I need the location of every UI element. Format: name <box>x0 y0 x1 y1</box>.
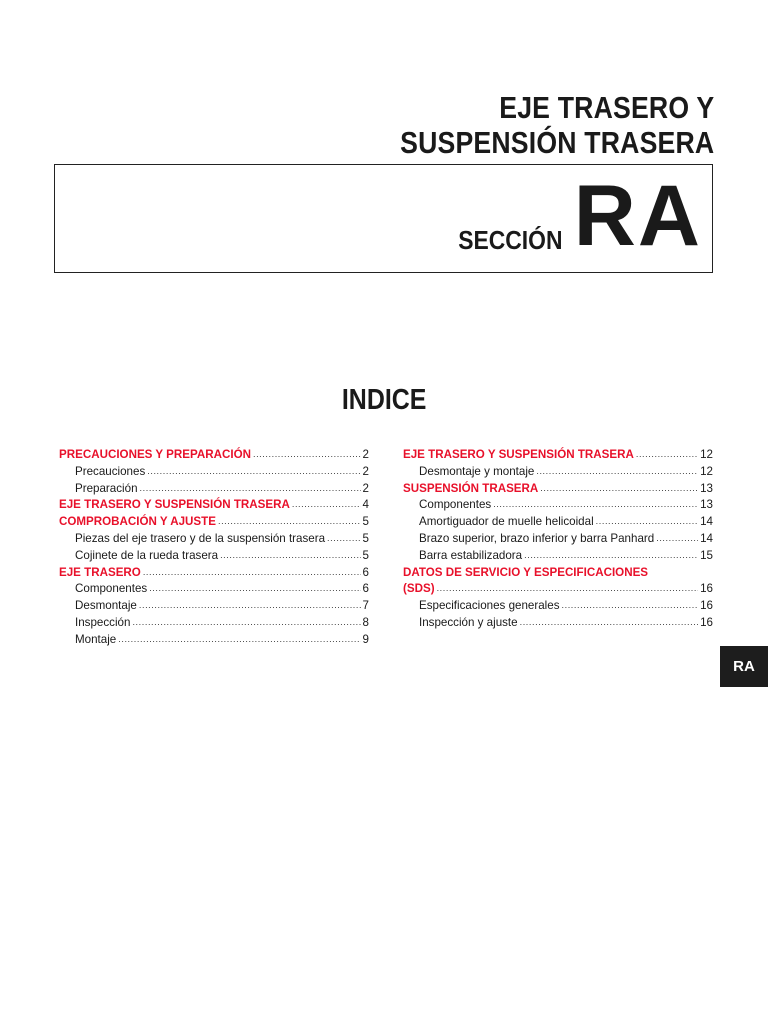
toc-entry-title: EJE TRASERO Y SUSPENSIÓN TRASERA <box>59 498 290 512</box>
toc-entry-page: 4 <box>362 498 369 512</box>
toc-entry-title: EJE TRASERO Y SUSPENSIÓN TRASERA <box>403 448 634 461</box>
dot-leader <box>253 446 361 463</box>
toc-entry-title: Inspección y ajuste <box>419 615 518 629</box>
toc-entry-title: Amortiguador de muelle helicoidal <box>419 515 594 529</box>
toc-entry[interactable] <box>59 481 369 498</box>
toc-entry-page: 12 <box>700 448 713 461</box>
toc-entry-page: 2 <box>362 448 369 461</box>
toc-entry-page: 2 <box>362 481 369 495</box>
dot-leader <box>540 480 698 497</box>
toc-entry-title: Componentes <box>419 498 492 512</box>
dot-leader <box>132 614 360 631</box>
toc-entry-page: 16 <box>700 599 713 613</box>
toc-entry-title-cont: (SDS) <box>403 582 435 596</box>
toc-entry-page: 5 <box>362 531 369 545</box>
toc-entry-page: 6 <box>362 582 369 596</box>
toc-entry[interactable] <box>403 565 713 582</box>
toc-entry-title: SUSPENSIÓN TRASERA <box>403 481 539 495</box>
toc-left-column <box>59 447 369 649</box>
toc-entry[interactable] <box>403 514 713 531</box>
document-title <box>400 90 714 160</box>
toc-entry[interactable] <box>59 464 369 481</box>
dot-leader <box>520 614 698 631</box>
toc-entry-title: Preparación <box>75 481 138 495</box>
toc-entry-page: 14 <box>700 531 713 545</box>
toc-entry-page: 5 <box>362 515 369 529</box>
toc-entry-title: Cojinete de la rueda trasera <box>75 548 219 562</box>
toc-entry-title: Brazo superior, brazo inferior y barra Panhard <box>419 531 655 545</box>
index-heading-text: INDICE <box>341 384 427 416</box>
toc-entry[interactable] <box>59 565 369 582</box>
toc-entry-page: 14 <box>700 515 713 529</box>
dot-leader <box>292 496 361 513</box>
toc-entry-page: 15 <box>700 548 713 562</box>
toc-entry-page: 16 <box>700 582 713 596</box>
toc-entry[interactable] <box>403 464 713 481</box>
section-box <box>54 164 713 273</box>
toc-entry-title: Precauciones <box>75 464 146 478</box>
toc-entry-title: Desmontaje y montaje <box>419 464 535 478</box>
toc-entry-title: Barra estabilizadora <box>419 548 523 562</box>
toc-entry-page: 13 <box>700 481 713 495</box>
toc-entry[interactable] <box>403 531 713 548</box>
toc-entry[interactable] <box>59 514 369 531</box>
toc-entry-page: 5 <box>362 548 369 562</box>
toc-entry[interactable] <box>403 481 713 498</box>
dot-leader <box>562 597 699 614</box>
toc-right-column <box>403 447 713 632</box>
dot-leader <box>140 480 361 497</box>
dot-leader <box>596 513 698 530</box>
toc-entry-title: COMPROBACIÓN Y AJUSTE <box>59 515 216 529</box>
toc-entry[interactable] <box>59 548 369 565</box>
dot-leader <box>493 496 698 513</box>
toc-entry-page: 6 <box>362 565 369 579</box>
dot-leader <box>220 547 360 564</box>
toc-entry-title: Piezas del eje trasero y de la suspensión trasera <box>75 531 326 545</box>
dot-leader <box>437 580 699 597</box>
toc-entry-title: Componentes <box>75 582 148 596</box>
dot-leader <box>139 597 361 614</box>
section-label: SECCIÓN <box>457 225 562 255</box>
dot-leader <box>656 530 698 547</box>
toc-entry-page: 2 <box>362 464 369 478</box>
toc-entry-page: 13 <box>700 498 713 512</box>
dot-leader <box>118 631 360 648</box>
toc-entry-page: 12 <box>700 464 713 478</box>
dot-leader <box>636 446 698 463</box>
toc-entry[interactable] <box>59 531 369 548</box>
toc-entry[interactable] <box>403 548 713 565</box>
toc-entry[interactable] <box>59 632 369 649</box>
index-heading <box>0 384 768 417</box>
title-line-2: SUSPENSIÓN TRASERA <box>399 125 714 160</box>
dot-leader <box>149 580 360 597</box>
toc-entry-continuation[interactable] <box>403 581 713 598</box>
toc-entry-title: DATOS DE SERVICIO Y ESPECIFICACIONES <box>403 565 649 579</box>
toc-entry[interactable] <box>59 615 369 632</box>
toc-entry-title: EJE TRASERO <box>59 565 141 579</box>
toc-entry-page: 8 <box>362 615 369 629</box>
dot-leader <box>218 513 361 530</box>
toc-entry[interactable] <box>403 615 713 632</box>
title-line-1: EJE TRASERO Y <box>498 90 714 125</box>
toc-entry-page: 16 <box>700 615 713 629</box>
toc-entry[interactable] <box>59 581 369 598</box>
toc-entry-title: Inspección <box>75 615 131 629</box>
section-code: RA <box>573 168 702 264</box>
toc-entry[interactable] <box>59 497 369 514</box>
toc-entry[interactable] <box>59 447 369 464</box>
toc-entry[interactable] <box>403 497 713 514</box>
toc-entry-page: 9 <box>362 632 369 646</box>
dot-leader <box>147 463 360 480</box>
dot-leader <box>327 530 361 547</box>
dot-leader <box>536 463 698 480</box>
toc-entry-title: PRECAUCIONES Y PREPARACIÓN <box>59 448 251 461</box>
toc-entry[interactable] <box>403 447 713 464</box>
dot-leader <box>143 564 361 581</box>
toc-entry[interactable] <box>59 598 369 615</box>
toc-entry-title: Especificaciones generales <box>419 599 560 613</box>
toc-entry-title: Desmontaje <box>75 599 137 613</box>
toc-entry-page: 7 <box>362 599 369 613</box>
toc-entry[interactable] <box>403 598 713 615</box>
section-tab-badge[interactable]: RA <box>720 646 768 687</box>
dot-leader <box>524 547 698 564</box>
toc-entry-title: Montaje <box>75 632 117 646</box>
